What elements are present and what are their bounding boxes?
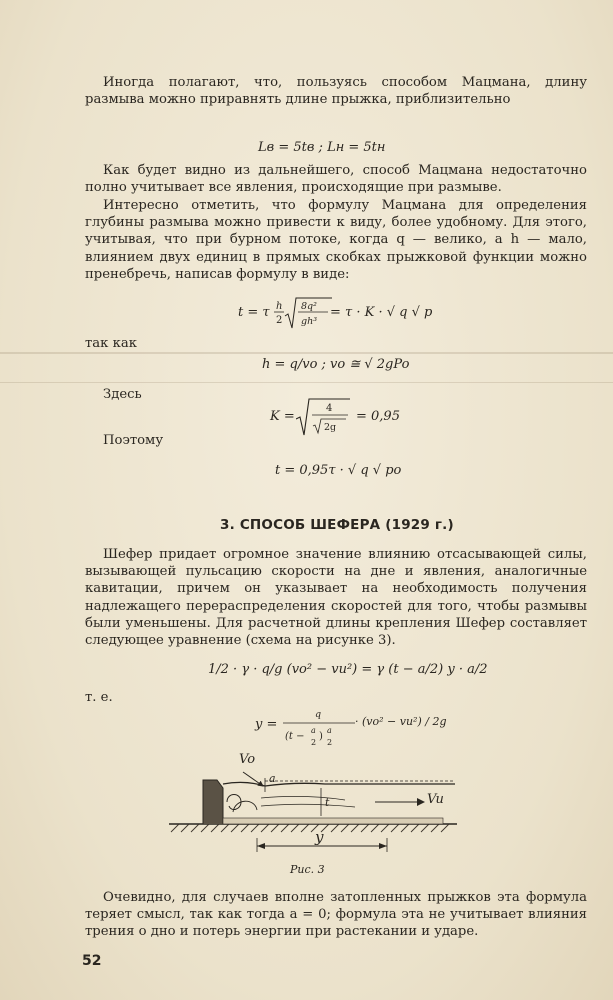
paragraph-5: Очевидно, для случаев вполне затопленных прыжков эта формула теряет смысл, так как тогда a = 0; формула эта не учитывает влияния трения о дно и потерь энергии при растекании и ударе. (85, 890, 587, 940)
figure-label-vu: Vu (427, 792, 444, 807)
figure-label-t: t (325, 796, 330, 809)
formula-k-right: = 0,95 (356, 409, 400, 424)
paragraph-1: Иногда полагают, что, пользуясь способом Мацмана, длину размыва можно приравнять длине прыжка, приблизительно (85, 75, 587, 108)
label-poetomu: Поэтому (103, 433, 164, 448)
formula-y (255, 705, 447, 749)
page-number: 52 (82, 953, 102, 969)
formula-k-radical (296, 397, 352, 437)
formula-depth-radical (274, 296, 334, 330)
figure-label-a: a (269, 772, 276, 785)
formula-depth-right: = τ · K · √ q √ p (330, 305, 433, 320)
svg-text:): ) (319, 731, 323, 742)
figure-label-y: y (315, 828, 324, 846)
formula-lengths: Lв = 5tв ; Lн = 5tн (258, 140, 386, 155)
figure-3 (165, 752, 460, 862)
svg-text:2g: 2g (324, 422, 337, 433)
svg-text:gh³: gh³ (301, 316, 318, 327)
formula-y-left: y = (255, 717, 278, 732)
formula-y-right: · (vo² − vu²) / 2g (355, 715, 447, 728)
formula-y-fraction (281, 705, 357, 749)
formula-t-final: t = 0,95τ · √ q √ po (275, 463, 402, 478)
svg-text:h: h (276, 301, 283, 312)
formula-depth (238, 296, 448, 330)
formula-k-left: K = (270, 409, 295, 424)
formula-velocity: h = q/vo ; vo ≅ √ 2gPo (262, 357, 410, 372)
section-heading: 3. СПОСОБ ШЕФЕРА (1929 г.) (220, 517, 454, 533)
figure-caption: Рис. 3 (290, 863, 325, 876)
paragraph-3: Интересно отметить, что формулу Мацмана для определения глубины размыва можно привести к виду, более удобному. Для этого, учитывая, что при бурном потоке, когда q — велико, а h — мало, влиянием двух единиц в прямых скобках прыжковой функции можно пренебречь, написав формулу в виде: (85, 198, 587, 282)
svg-text:(t −: (t − (285, 731, 305, 742)
formula-depth-left: t = τ (238, 305, 270, 320)
page-fold (0, 352, 613, 354)
paragraph-4: Шефер придает огромное значение влиянию отсасывающей силы, вызывающей пульсацию скорости на дне и явления, аналогичные кавитации, причем он указывает на необходимость получения надлежащего перераспределения скоростей для того, чтобы размывы были уменьшены. Для расчетной длины крепления Шефер составляет следующее уравнение (схема на рисунке 3). (85, 547, 587, 649)
svg-text:8q²: 8q² (301, 301, 317, 312)
svg-text:a: a (311, 726, 316, 735)
svg-text:q: q (315, 709, 322, 720)
figure-label-vo: Vo (239, 752, 256, 767)
formula-schaefer: 1/2 · γ · q/g (vo² − vu²) = γ (t − a/2) y · a/2 (208, 662, 488, 677)
label-zdes: Здесь (103, 387, 142, 402)
svg-text:a: a (327, 726, 332, 735)
label-tak-kak: так как (85, 336, 137, 351)
label-t-e: т. е. (85, 690, 113, 705)
paragraph-2: Как будет видно из дальнейшего, способ Мацмана недостаточно полно учитывает все явления, происходящие при размыве. (85, 163, 587, 196)
svg-text:2: 2 (311, 738, 317, 747)
svg-text:4: 4 (326, 403, 333, 414)
svg-text:2: 2 (276, 315, 283, 326)
figure-3-drawing (165, 752, 460, 862)
page-fold (0, 382, 613, 383)
svg-text:2: 2 (327, 738, 333, 747)
formula-k (270, 397, 410, 437)
